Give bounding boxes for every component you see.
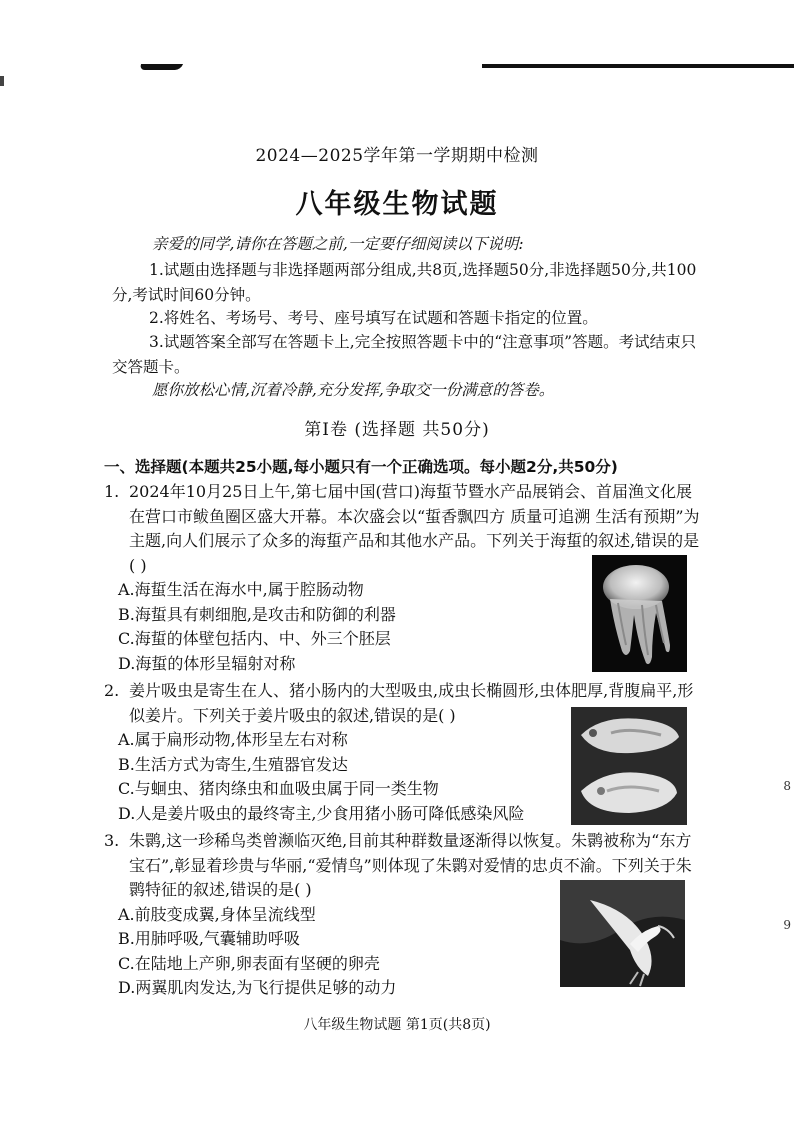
option-c: C.与蛔虫、猪肉绦虫和血吸虫属于同一类生物: [118, 779, 439, 798]
option-b: B.用肺呼吸,气囊辅助呼吸: [118, 929, 300, 948]
option-c: C.海蜇的体壁包括内、中、外三个胚层: [118, 629, 391, 648]
exam-title: 八年级生物试题: [295, 189, 499, 220]
page-footer: 八年级生物试题 第1页(共8页): [303, 1017, 491, 1033]
option-a: A.前肢变成翼,身体呈流线型: [118, 904, 316, 924]
exam-header: 2024—2025学年第一学期期中检测: [255, 146, 539, 166]
ibis-photo: [560, 880, 685, 987]
side-mark-8: 8: [783, 779, 791, 793]
question-text: 朱鹮,这一珍稀鸟类曾濒临灭绝,目前其种群数量逐渐得以恢复。朱鹮被称为“东方宝石”,彰显着珍贵与华丽,“爱情鸟”则体现了朱鹮对爱情的忠贞不渝。下列关于朱鹮特征的叙述,错误的是( ): [129, 831, 692, 899]
option-d: D.海蜇的体形呈辐射对称: [118, 653, 296, 673]
option-d: D.两翼肌肉发达,为飞行提供足够的动力: [118, 978, 397, 997]
option-a: A.属于扁形动物,体形呈左右对称: [118, 730, 348, 749]
question-number: 3.: [104, 831, 120, 850]
part-heading: 一、选择题(本题共25小题,每小题只有一个正确选项。每小题2分,共50分): [104, 458, 618, 476]
side-mark-9: 9: [783, 918, 791, 932]
notice-rule-1: 1.试题由选择题与非选择题两部分组成,共8页,选择题50分,非选择题50分,共100分,考试时间60分钟。: [112, 261, 697, 304]
notice-wish: 愿你放松心情,沉着冷静,充分发挥,争取交一份满意的答卷。: [152, 381, 555, 399]
question-text: 2024年10月25日上午,第七届中国(营口)海蜇节暨水产品展销会、首届渔文化展在营口市鲅鱼圈区盛大开幕。本次盛会以“蜇香飘四方 质量可追溯 生活有预期”为主题,向人们展示了众多的海蜇产品和其他水产品。下列关于海蜇的叙述,错误的是( ): [129, 482, 700, 575]
notice-salutation: 亲爱的同学,请你在答题之前,一定要仔细阅读以下说明:: [152, 235, 524, 253]
option-a: A.海蜇生活在海水中,属于腔肠动物: [118, 580, 364, 599]
scan-artifact-right: [482, 64, 794, 68]
section-title: 第Ⅰ卷 (选择题 共50分): [304, 420, 490, 440]
scan-edge-mark: [0, 76, 4, 86]
notice-rule-3: 3.试题答案全部写在答题卡上,完全按照答题卡中的“注意事项”答题。考试结束只交答题卡。: [112, 333, 697, 376]
option-d: D.人是姜片吸虫的最终寄主,少食用猪小肠可降低感染风险: [118, 803, 525, 823]
option-b: B.生活方式为寄生,生殖器官发达: [118, 754, 348, 774]
option-c: C.在陆地上产卵,卵表面有坚硬的卵壳: [118, 953, 380, 973]
question-number: 1.: [104, 482, 120, 501]
scan-artifact-left: [139, 64, 183, 70]
fluke-photo: [571, 707, 687, 825]
jellyfish-photo: [592, 555, 687, 672]
option-b: B.海蜇具有刺细胞,是攻击和防御的利器: [118, 604, 396, 624]
question-text: 姜片吸虫是寄生在人、猪小肠内的大型吸虫,成虫长椭圆形,虫体肥厚,背腹扁平,形似姜片。下列关于姜片吸虫的叙述,错误的是( ): [129, 681, 694, 725]
notice-rule-2: 2.将姓名、考场号、考号、座号填写在试题和答题卡指定的位置。: [149, 309, 598, 327]
question-number: 2.: [104, 681, 120, 700]
